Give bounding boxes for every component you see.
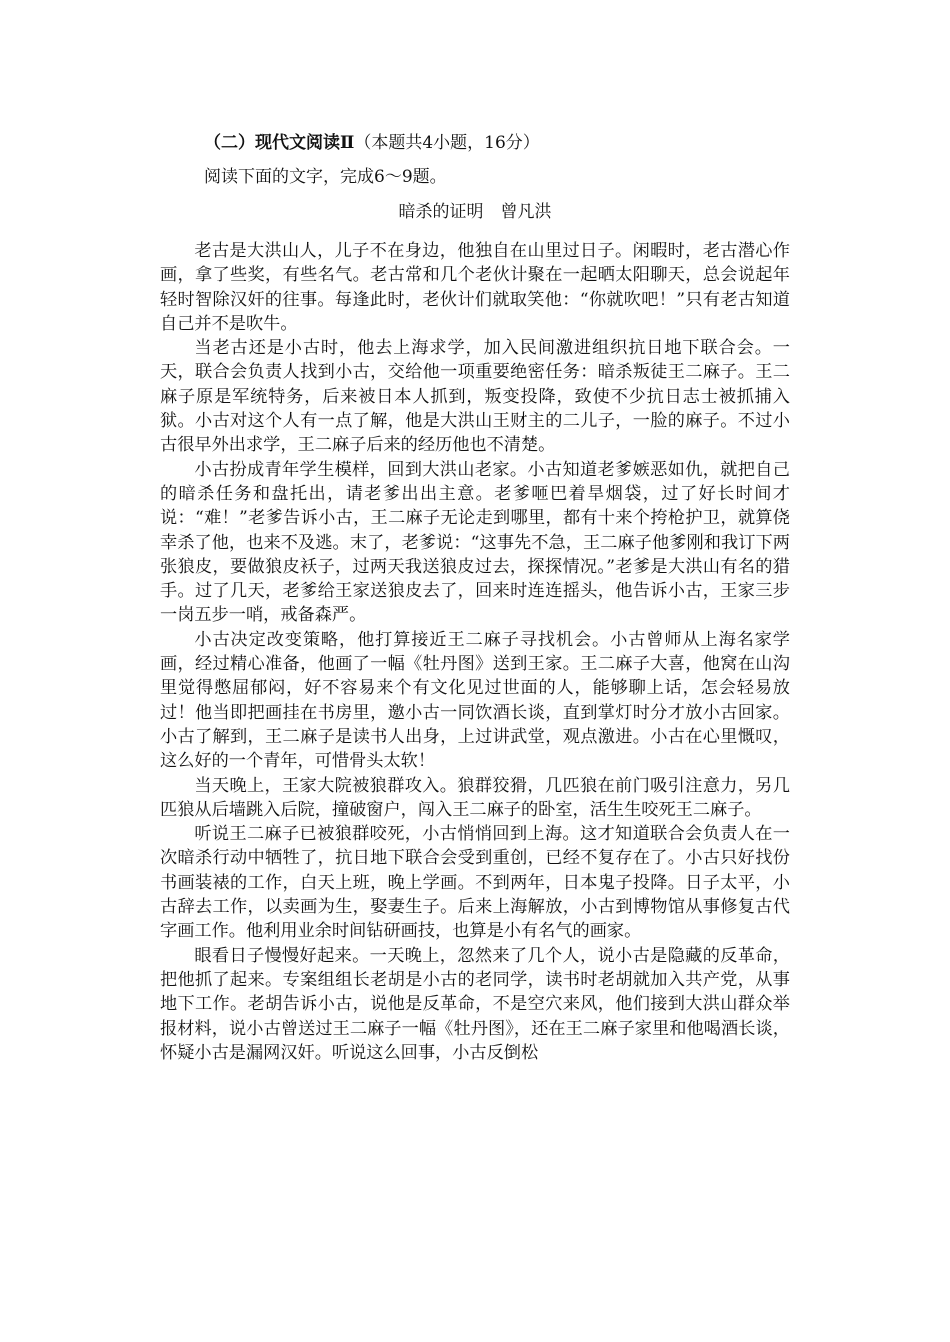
section-label: （二）现代文阅读Ⅱ: [204, 133, 355, 153]
article-title: 暗杀的证明 曾凡洪: [398, 202, 552, 222]
paragraph: 小古决定改变策略，他打算接近王二麻子寻找机会。小古曾师从上海名家学画，经过精心准备，他画了一幅《牡丹图》送到王家。王二麻子大喜，他窝在山沟里觉得憋屈郁闷，好不容易来个有文化见过世面的人，能够聊上话，怎会轻易放过！他当即把画挂在书房里，邀小古一同饮酒长谈，直到掌灯时分才放小古回家。小古了解到，王二麻子是读书人出身，上过讲武堂，观点激进。小古在心里慨叹，这么好的一个青年，可惜骨头太软！: [160, 629, 790, 772]
section-meta: （本题共4小题，16分）: [354, 133, 540, 153]
paragraph: 当老古还是小古时，他去上海求学，加入民间激进组织抗日地下联合会。一天，联合会负责人找到小古，交给他一项重要绝密任务：暗杀叛徒王二麻子。王二麻子原是军统特务，后来被日本人抓到，叛变投降，致使不少抗日志士被抓捕入狱。小古对这个人有一点了解，他是大洪山王财主的二儿子，一脸的麻子。不过小古很早外出求学，王二麻子后来的经历他也不清楚。: [160, 338, 790, 456]
article-body: [160, 239, 790, 1065]
reading-instruction: 阅读下面的文字，完成6～9题。: [204, 167, 447, 187]
paragraph: 当天晚上，王家大院被狼群攻入。狼群狡猾，几匹狼在前门吸引注意力，另几匹狼从后墙跳入后院，撞破窗户，闯入王二麻子的卧室，活生生咬死王二麻子。: [160, 775, 790, 820]
paragraph: 眼看日子慢慢好起来。一天晚上，忽然来了几个人，说小古是隐藏的反革命，把他抓了起来。专案组组长老胡是小古的老同学，读书时老胡就加入共产党，从事地下工作。老胡告诉小古，说他是反革命，不是空穴来风，他们接到大洪山群众举报材料，说小古曾送过王二麻子一幅《牡丹图》，还在王二麻子家里和他喝酒长谈，怀疑小古是漏网汉奸。听说这么回事，小古反倒松: [160, 945, 790, 1063]
paragraph: 小古扮成青年学生模样，回到大洪山老家。小古知道老爹嫉恶如仇，就把自己的暗杀任务和盘托出，请老爹出出主意。老爹咂巴着旱烟袋，过了好长时间才说：“难！”老爹告诉小古，王二麻子无论走到哪里，都有十来个挎枪护卫，就算侥幸杀了他，也来不及逃。末了，老爹说：“这事先不急，王二麻子他爹刚和我订下两张狼皮，要做狼皮袄子，过两天我送狼皮过去，探探情况。”老爹是大洪山有名的猎手。过了几天，老爹给王家送狼皮去了，回来时连连摇头，他告诉小古，王家三步一岗五步一哨，戒备森严。: [160, 459, 790, 626]
paragraph: 听说王二麻子已被狼群咬死，小古悄悄回到上海。这才知道联合会负责人在一次暗杀行动中牺牲了，抗日地下联合会受到重创，已经不复存在了。小古只好找份书画装裱的工作，白天上班，晚上学画。不到两年，日本鬼子投降。日子太平，小古辞去工作，以卖画为生，娶妻生子。后来上海解放，小古到博物馆从事修复古代字画工作。他利用业余时间钻研画技，也算是小有名气的画家。: [160, 824, 790, 942]
section-heading: [204, 132, 540, 154]
paragraph: 老古是大洪山人，儿子不在身边，他独自在山里过日子。闲暇时，老古潜心作画，拿了些奖，有些名气。老古常和几个老伙计聚在一起晒太阳聊天，总会说起年轻时智除汉奸的往事。每逢此时，老伙计们就取笑他：“你就吹吧！”只有老古知道自己并不是吹牛。: [160, 241, 790, 334]
